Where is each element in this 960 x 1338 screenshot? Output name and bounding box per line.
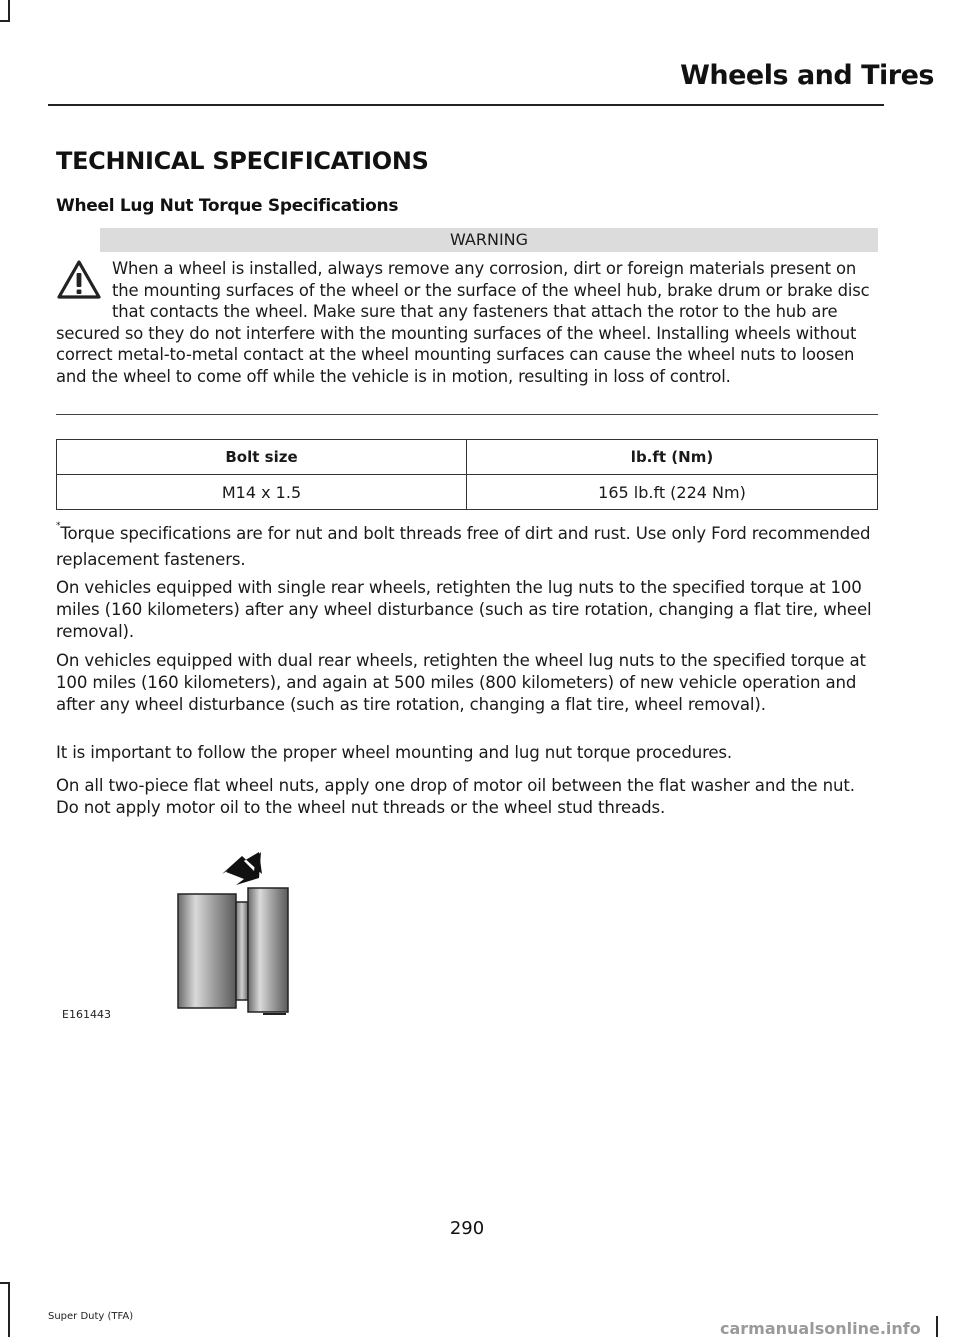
body-paragraph: On vehicles equipped with single rear wheels, retighten the lug nuts to the specified torque at 100 miles (160 kilometers) after any wheel disturbance (such as tire rotation, changing a flat tire, wheel removal). bbox=[56, 578, 872, 641]
table-header-row bbox=[57, 440, 878, 475]
body-paragraph: It is important to follow the proper wheel mounting and lug nut torque procedures. bbox=[56, 743, 733, 762]
figure-label: E161443 bbox=[62, 1008, 111, 1021]
table-cell: M14 x 1.5 bbox=[57, 475, 467, 510]
table-footnote bbox=[56, 521, 882, 573]
wheel-nut-illustration bbox=[56, 852, 296, 1022]
footnote-marker: * bbox=[56, 521, 61, 531]
warning-heading: WARNING bbox=[100, 228, 878, 252]
torque-spec-table bbox=[56, 439, 878, 510]
page-number: 290 bbox=[449, 1218, 485, 1239]
section-subtitle: Wheel Lug Nut Torque Specifications bbox=[56, 196, 399, 216]
table-cell: 165 lb.ft (224 Nm) bbox=[467, 475, 878, 510]
table-header-cell: lb.ft (Nm) bbox=[467, 440, 878, 475]
warning-divider bbox=[56, 414, 878, 415]
crop-mark bbox=[8, 0, 10, 22]
crop-mark bbox=[0, 1282, 10, 1284]
footnote-text: Torque specifications are for nut and bolt threads free of dirt and rust. Use only Ford recommended replacement fasteners. bbox=[56, 524, 871, 569]
warning-text: When a wheel is installed, always remove any corrosion, dirt or foreign materials present on the mounting surfaces of the wheel or the surface of the wheel hub, brake drum or brake disc that contacts the wheel. Make sure that any fasteners that attach the rotor to the hub are secured so they do not interfere with the mounting surfaces of the wheel. Installing wheels without correct metal-to-metal contact at the wheel mounting surfaces can cause the wheel nuts to loosen and the wheel to come off while the vehicle is in motion, resulting in loss of control. bbox=[56, 259, 870, 386]
table-header-cell: Bolt size bbox=[57, 440, 467, 475]
watermark: carmanualsonline.info bbox=[720, 1319, 921, 1338]
header-divider bbox=[48, 104, 884, 106]
footer-text: Super Duty (TFA) bbox=[48, 1311, 134, 1322]
table-row bbox=[57, 475, 878, 510]
page-header-title: Wheels and Tires bbox=[680, 60, 934, 91]
body-paragraph: On vehicles equipped with dual rear wheels, retighten the wheel lug nuts to the specified torque at 100 miles (160 kilometers), and again at 500 miles (800 kilometers) of new vehicle operation and after any wheel disturbance (such as tire rotation, changing a flat tire, wheel removal). bbox=[56, 651, 866, 714]
body-paragraph: On all two-piece flat wheel nuts, apply one drop of motor oil between the flat washer and the nut. Do not apply motor oil to the wheel nut threads or the wheel stud threads. bbox=[56, 776, 855, 817]
crop-mark bbox=[0, 20, 10, 22]
crop-mark bbox=[936, 1316, 938, 1337]
warning-text-block bbox=[56, 258, 882, 388]
section-title: TECHNICAL SPECIFICATIONS bbox=[56, 147, 429, 175]
crop-mark bbox=[8, 1282, 10, 1337]
